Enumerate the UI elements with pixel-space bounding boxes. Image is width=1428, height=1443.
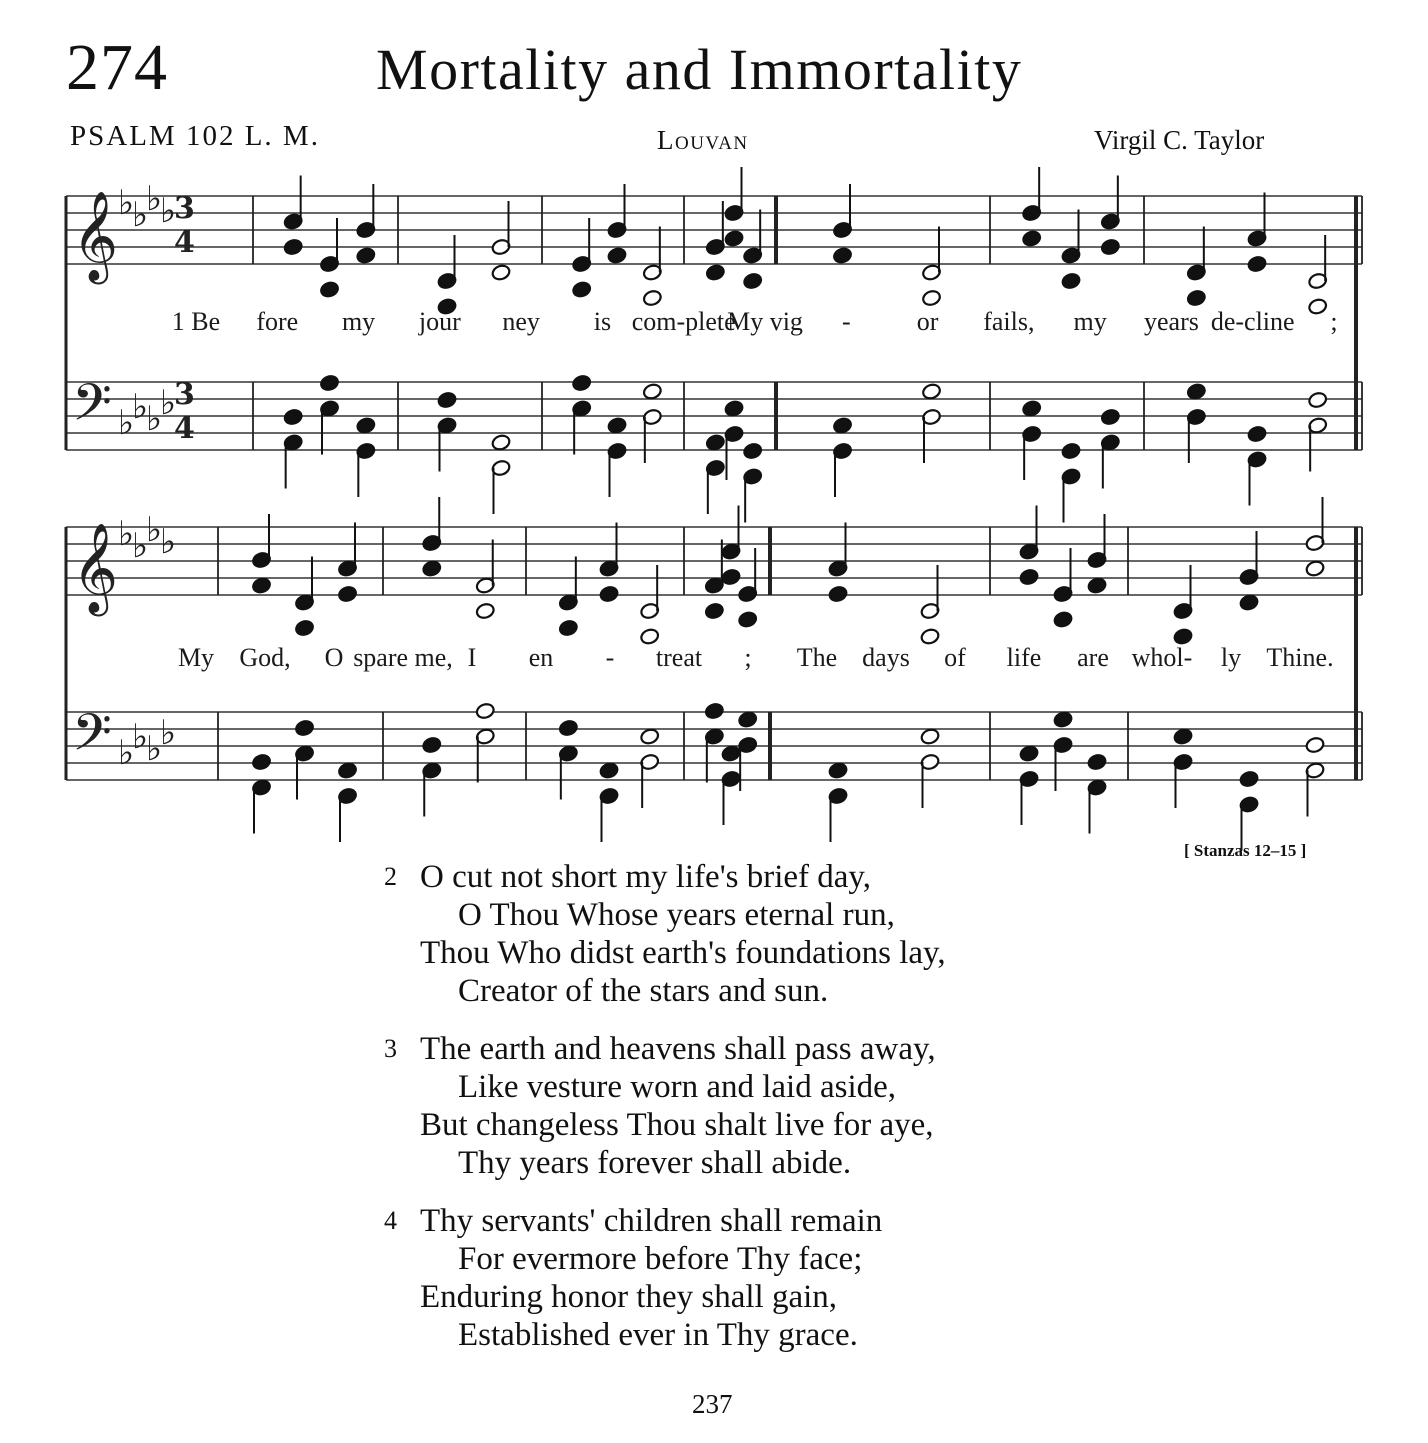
time-signature: 4 xyxy=(174,411,195,446)
note-head xyxy=(319,374,339,392)
lyric-syllable: de-cline xyxy=(1210,307,1295,336)
note-head xyxy=(920,627,940,645)
flat-sign: ♭ xyxy=(118,403,135,443)
lyric-syllable: - xyxy=(605,643,615,672)
treble-clef: 𝄞 xyxy=(72,523,119,613)
note-heads xyxy=(251,167,1328,851)
lyric-syllable: My vig xyxy=(727,307,803,336)
note-head xyxy=(1305,736,1325,754)
tune-name: Louvan xyxy=(657,125,749,155)
note-head xyxy=(828,585,848,603)
lyric-syllable: ; xyxy=(1330,307,1338,336)
lyric-syllable: com-plete xyxy=(631,307,736,336)
time-signature: 4 xyxy=(174,225,195,260)
lyric-syllable: life xyxy=(1006,643,1042,672)
note-head xyxy=(704,602,724,620)
lyric-syllable: or xyxy=(916,307,939,336)
stanza-line: Like vesture worn and laid aside, xyxy=(458,1069,897,1105)
lyric-syllable: The xyxy=(796,643,838,672)
note-head xyxy=(1019,744,1039,762)
lyric-syllable: treat xyxy=(655,643,703,672)
stanza-line: But changeless Thou shalt live for aye, xyxy=(420,1107,934,1143)
treble-clef: 𝄞 xyxy=(72,191,119,281)
note-head xyxy=(1061,272,1081,290)
time-signature: 3 xyxy=(174,377,195,412)
stanza-line-text: Thy servants' children shall remain xyxy=(420,1203,883,1239)
stanza-line: Enduring honor they shall gain, xyxy=(420,1279,838,1315)
note-head xyxy=(724,399,744,417)
note-head xyxy=(294,719,314,737)
note-head xyxy=(422,559,442,577)
hymn-number: 274 xyxy=(66,31,168,104)
flat-sign: ♭ xyxy=(160,383,177,423)
note-head xyxy=(832,246,852,264)
stanza-2 xyxy=(380,858,1120,1010)
stanzas-note: [ Stanzas 12–15 ] xyxy=(1184,841,1307,860)
clefs-and-keys xyxy=(72,179,195,775)
stanza-line: Established ever in Thy grace. xyxy=(458,1317,858,1353)
staff-lines xyxy=(66,196,1362,780)
note-head xyxy=(721,568,741,586)
lyric-syllable: my xyxy=(1073,307,1107,336)
lyric-syllable: are xyxy=(1077,643,1109,672)
stanza-3 xyxy=(380,1030,1120,1182)
note-head xyxy=(475,702,495,720)
note-head xyxy=(558,619,578,637)
lyric-syllable: I xyxy=(467,643,477,672)
stanza-line-text: The earth and heavens shall pass away, xyxy=(420,1031,936,1067)
note-head xyxy=(1239,593,1259,611)
note-head xyxy=(1053,610,1073,628)
flat-sign: ♭ xyxy=(146,399,163,439)
note-head xyxy=(283,238,303,256)
note-head xyxy=(422,736,442,754)
note-head xyxy=(607,416,627,434)
flat-sign: ♭ xyxy=(132,717,149,757)
lyric-syllable: days xyxy=(862,643,910,672)
note-head xyxy=(607,246,627,264)
note-head xyxy=(1307,391,1327,409)
lyrics-line-2 xyxy=(178,643,1334,672)
note-head xyxy=(1061,442,1081,460)
stanza-line xyxy=(380,1030,1120,1068)
flat-sign: ♭ xyxy=(160,522,177,562)
hymn-title: Mortality and Immortality xyxy=(376,37,1023,102)
stanza-line: Thy years forever shall abide. xyxy=(458,1145,852,1181)
flat-sign: ♭ xyxy=(160,191,177,231)
stanza-line-text: O cut not short my life's brief day, xyxy=(420,859,872,895)
note-head xyxy=(1305,559,1325,577)
flat-sign: ♭ xyxy=(146,729,163,769)
note-head xyxy=(1247,425,1267,443)
flat-sign: ♭ xyxy=(160,713,177,753)
note-head xyxy=(294,619,314,637)
note-head xyxy=(1307,297,1327,315)
bar-lines xyxy=(66,196,1362,780)
note-head xyxy=(491,433,511,451)
lyric-syllable: ; xyxy=(744,643,752,672)
note-head xyxy=(1021,399,1041,417)
note-head xyxy=(921,289,941,307)
note-head xyxy=(921,382,941,400)
flat-sign: ♭ xyxy=(132,387,149,427)
note-head xyxy=(705,263,725,281)
lyric-syllable: - xyxy=(841,307,851,336)
time-signature: 3 xyxy=(174,191,195,226)
note-head xyxy=(1239,770,1259,788)
lyric-syllable: whol- xyxy=(1131,643,1193,672)
note-head xyxy=(1019,568,1039,586)
note-head xyxy=(437,391,457,409)
stanza-line: O Thou Whose years eternal run, xyxy=(458,897,895,933)
lyric-syllable: fails, xyxy=(983,307,1035,336)
note-head xyxy=(1186,382,1206,400)
note-head xyxy=(337,585,357,603)
psalm-meter-label: PSALM 102 L. M. xyxy=(70,120,320,152)
composer-name: Virgil C. Taylor xyxy=(1094,125,1265,155)
stanza-4 xyxy=(380,1202,1120,1354)
lyric-syllable: 1 Be xyxy=(171,307,221,336)
note-head xyxy=(828,761,848,779)
lyric-syllable: Thine. xyxy=(1266,643,1334,672)
note-head xyxy=(705,433,725,451)
stanza-number: 3 xyxy=(384,1034,397,1063)
note-head xyxy=(319,280,339,298)
lyric-syllable: years xyxy=(1143,307,1199,336)
note-head xyxy=(737,710,757,728)
note-head xyxy=(1173,727,1193,745)
flat-sign: ♭ xyxy=(118,183,135,223)
note-head xyxy=(742,442,762,460)
note-head xyxy=(1247,255,1267,273)
note-head xyxy=(1100,238,1120,256)
stanza-number: 2 xyxy=(384,862,397,891)
note-head xyxy=(639,727,659,745)
lyric-syllable: jour xyxy=(418,307,461,336)
note-head xyxy=(1053,710,1073,728)
note-head xyxy=(571,280,591,298)
stanza-line xyxy=(380,1202,1120,1240)
note-head xyxy=(571,374,591,392)
lyric-syllable: fore xyxy=(256,307,299,336)
note-head xyxy=(337,761,357,779)
note-head xyxy=(724,229,744,247)
flat-sign: ♭ xyxy=(132,195,149,235)
lyric-syllable: My xyxy=(177,643,215,672)
stanzas-block xyxy=(380,858,1120,1374)
lyric-syllable: spare me, xyxy=(353,643,453,672)
note-head xyxy=(251,576,271,594)
note-head xyxy=(251,753,271,771)
note-head xyxy=(491,263,511,281)
note-head xyxy=(642,289,662,307)
lyric-syllable: my xyxy=(341,307,376,336)
flat-sign: ♭ xyxy=(146,179,163,219)
note-head xyxy=(642,382,662,400)
note-head xyxy=(475,602,495,620)
note-head xyxy=(1087,753,1107,771)
lyric-syllable: God, xyxy=(239,643,291,672)
note-head xyxy=(599,585,619,603)
note-head xyxy=(599,761,619,779)
lyric-syllable: ly xyxy=(1220,643,1242,672)
flat-sign: ♭ xyxy=(118,733,135,773)
note-head xyxy=(1021,229,1041,247)
stanza-line: Thou Who didst earth's foundations lay, xyxy=(420,935,946,971)
note-head xyxy=(1100,408,1120,426)
stanza-line: For evermore before Thy face; xyxy=(458,1241,863,1277)
note-head xyxy=(832,416,852,434)
note-head xyxy=(704,702,724,720)
stanza-line: Creator of the stars and sun. xyxy=(458,973,829,1009)
note-head xyxy=(558,719,578,737)
lyrics-line-1 xyxy=(172,307,1338,336)
lyric-syllable: of xyxy=(944,643,966,672)
flat-sign: ♭ xyxy=(118,514,135,554)
page-number: 237 xyxy=(692,1389,733,1419)
lyric-syllable: is xyxy=(593,307,612,336)
note-head xyxy=(920,727,940,745)
bass-clef: 𝄢 xyxy=(72,702,112,775)
note-head xyxy=(1087,576,1107,594)
flat-sign: ♭ xyxy=(146,510,163,550)
note-head xyxy=(356,246,376,264)
note-head xyxy=(1186,289,1206,307)
lyric-syllable: ney xyxy=(502,307,540,336)
note-head xyxy=(283,408,303,426)
flat-sign: ♭ xyxy=(132,526,149,566)
lyric-syllable: en xyxy=(528,643,554,672)
note-head xyxy=(721,744,741,762)
stanza-line xyxy=(380,858,1120,896)
note-head xyxy=(742,272,762,290)
note-head xyxy=(737,610,757,628)
stanza-number: 4 xyxy=(384,1206,397,1235)
lyric-syllable: O xyxy=(324,643,344,672)
note-head xyxy=(356,416,376,434)
bass-clef: 𝄢 xyxy=(72,372,112,445)
